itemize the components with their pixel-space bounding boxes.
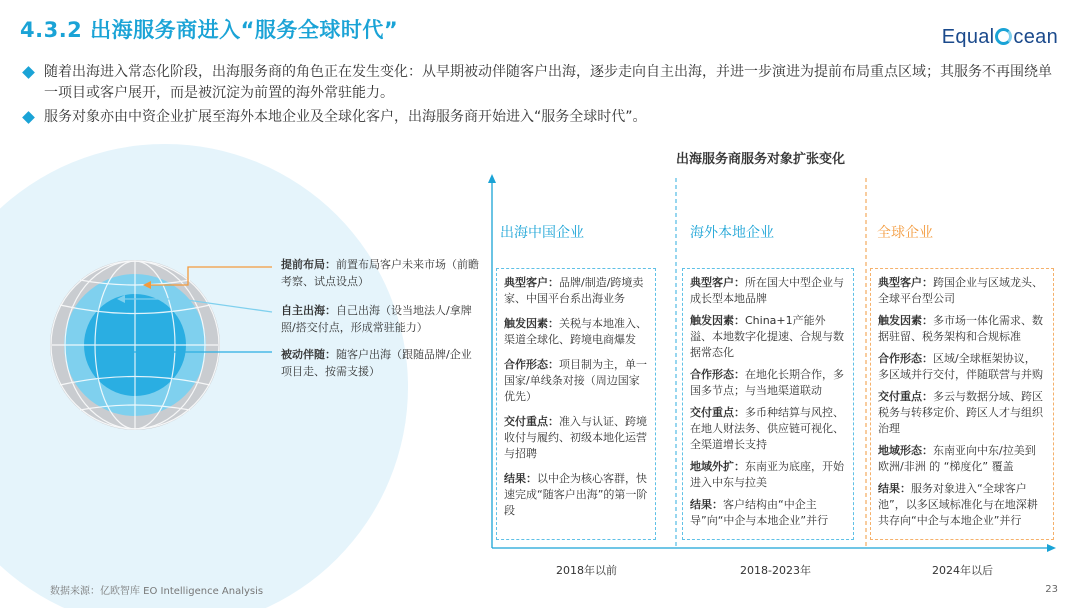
column-box-local-enterprises (682, 268, 854, 540)
item-label: 合作形态： (690, 368, 745, 381)
list-item (690, 367, 846, 399)
column-box-global-enterprises (870, 268, 1054, 540)
item-label: 触发因素： (504, 317, 559, 330)
item-label: 触发因素： (690, 314, 745, 327)
item-label: 交付重点： (504, 415, 559, 428)
list-item (690, 313, 846, 361)
list-item (878, 313, 1046, 345)
list-item (690, 497, 846, 529)
item-text: 客户结构由“中企主导”向“中企与本地企业”并行 (690, 498, 829, 527)
item-text: 项目制为主，单一国家/单线条对接（周边国家优先） (504, 358, 647, 403)
page-title: 4.3.2 出海服务商进入“服务全球时代” (20, 18, 399, 42)
item-label: 地域形态： (878, 444, 933, 457)
item-label: 结果： (504, 472, 537, 485)
list-item (504, 471, 648, 519)
item-label: 合作形态： (504, 358, 559, 371)
page-number: 23 (1045, 584, 1058, 595)
list-item (690, 275, 846, 307)
list-item (690, 459, 846, 491)
item-label: 地域外扩： (690, 460, 745, 473)
item-label: 典型客户： (504, 276, 559, 289)
column-title-local-enterprises: 海外本地企业 (690, 225, 774, 241)
item-label: 典型客户： (690, 276, 745, 289)
logo-text-pre: Equal (941, 26, 995, 48)
annotation-text: 随客户出海（跟随品牌/企业项目走、按需支援） (281, 348, 472, 378)
list-item (504, 414, 648, 462)
column-box-chinese-enterprises (496, 268, 656, 540)
item-text: 准入与认证、跨境收付与履约、初级本地化运营与招聘 (504, 415, 647, 460)
x-tick-label: 2018年以前 (556, 564, 617, 577)
annotation-label: 自主出海： (281, 304, 336, 317)
chart-title: 出海服务商服务对象扩张变化 (676, 152, 846, 167)
item-text: 以中企为核心客群，快速完成“随客户出海”的第一阶段 (504, 472, 648, 517)
list-item (878, 443, 1046, 475)
logo-text-post: cean (1013, 26, 1058, 48)
column-title-chinese-enterprises: 出海中国企业 (500, 225, 584, 241)
list-item (690, 405, 846, 453)
item-label: 交付重点： (878, 390, 933, 403)
list-item (504, 275, 648, 307)
x-tick-label: 2018-2023年 (740, 564, 811, 577)
item-label: 结果： (690, 498, 723, 511)
list-item (504, 316, 648, 348)
x-tick-label: 2024年以后 (932, 564, 993, 577)
item-text: 所在国大中型企业与成长型本地品牌 (690, 276, 844, 305)
item-text: 关税与本地准入、渠道全球化、跨境电商爆发 (504, 317, 647, 346)
item-label: 交付重点： (690, 406, 745, 419)
item-text: 在地化长期合作，多国多节点；与当地渠道联动 (690, 368, 844, 397)
source-note: 数据来源：亿欧智库 EO Intelligence Analysis (50, 586, 264, 597)
item-label: 合作形态： (878, 352, 933, 365)
bullet-text: 随着出海进入常态化阶段，出海服务商的角色正在发生变化：从早期被动伴随客户出海，逐步走向自主出海，并进一步演进为提前布局重点区域；其服务不再围绕单一项目或客户展开，而是被沉淀为前置的海外常驻能力。 (44, 64, 1052, 101)
item-label: 触发因素： (878, 314, 933, 327)
item-text: 多云与数据分域、跨区税务与转移定价、跨区人才与组织治理 (878, 390, 1043, 435)
list-item (504, 357, 648, 405)
item-text: China+1产能外溢、本地数字化提速、合规与数据常态化 (690, 314, 844, 359)
item-text: 东南亚为底座，开始进入中东与拉美 (690, 460, 844, 489)
column-title-global-enterprises: 全球企业 (877, 225, 933, 241)
item-text: 服务对象进入“全球客户池”，以多区域标准化与在地深耕共存向“中企与本地企业”并行 (878, 482, 1038, 527)
annotation-text: 自己出海（设当地法人/拿牌照/搭交付点，形成常驻能力） (281, 304, 472, 334)
annotation-label: 提前布局： (281, 258, 336, 271)
item-text: 区域/全球框架协议，多区域并行交付，伴随联营与并购 (878, 352, 1043, 381)
item-text: 多币种结算与风控、在地人财法务、供应链可视化、全渠道增长支持 (690, 406, 844, 451)
bullet-text: 服务对象亦由中资企业扩展至海外本地企业及全球化客户，出海服务商开始进入“服务全球时代”。 (44, 109, 647, 125)
item-text: 东南亚向中东/拉美到欧洲/非洲 的 “梯度化” 覆盖 (878, 444, 1036, 473)
list-item (878, 389, 1046, 437)
item-text: 跨国企业与区域龙头、全球平台型公司 (878, 276, 1043, 305)
list-item (878, 275, 1046, 307)
item-label: 结果： (878, 482, 911, 495)
annotation-text: 前置布局客户未来市场（前瞻考察、试点设点） (281, 258, 479, 288)
item-label: 典型客户： (878, 276, 933, 289)
annotation-label: 被动伴随： (281, 348, 336, 361)
item-text: 多市场一体化需求、数据驻留、税务架构和合规标准 (878, 314, 1043, 343)
list-item (878, 481, 1046, 529)
item-text: 品牌/制造/跨境卖家、中国平台系出海业务 (504, 276, 644, 305)
list-item (878, 351, 1046, 383)
